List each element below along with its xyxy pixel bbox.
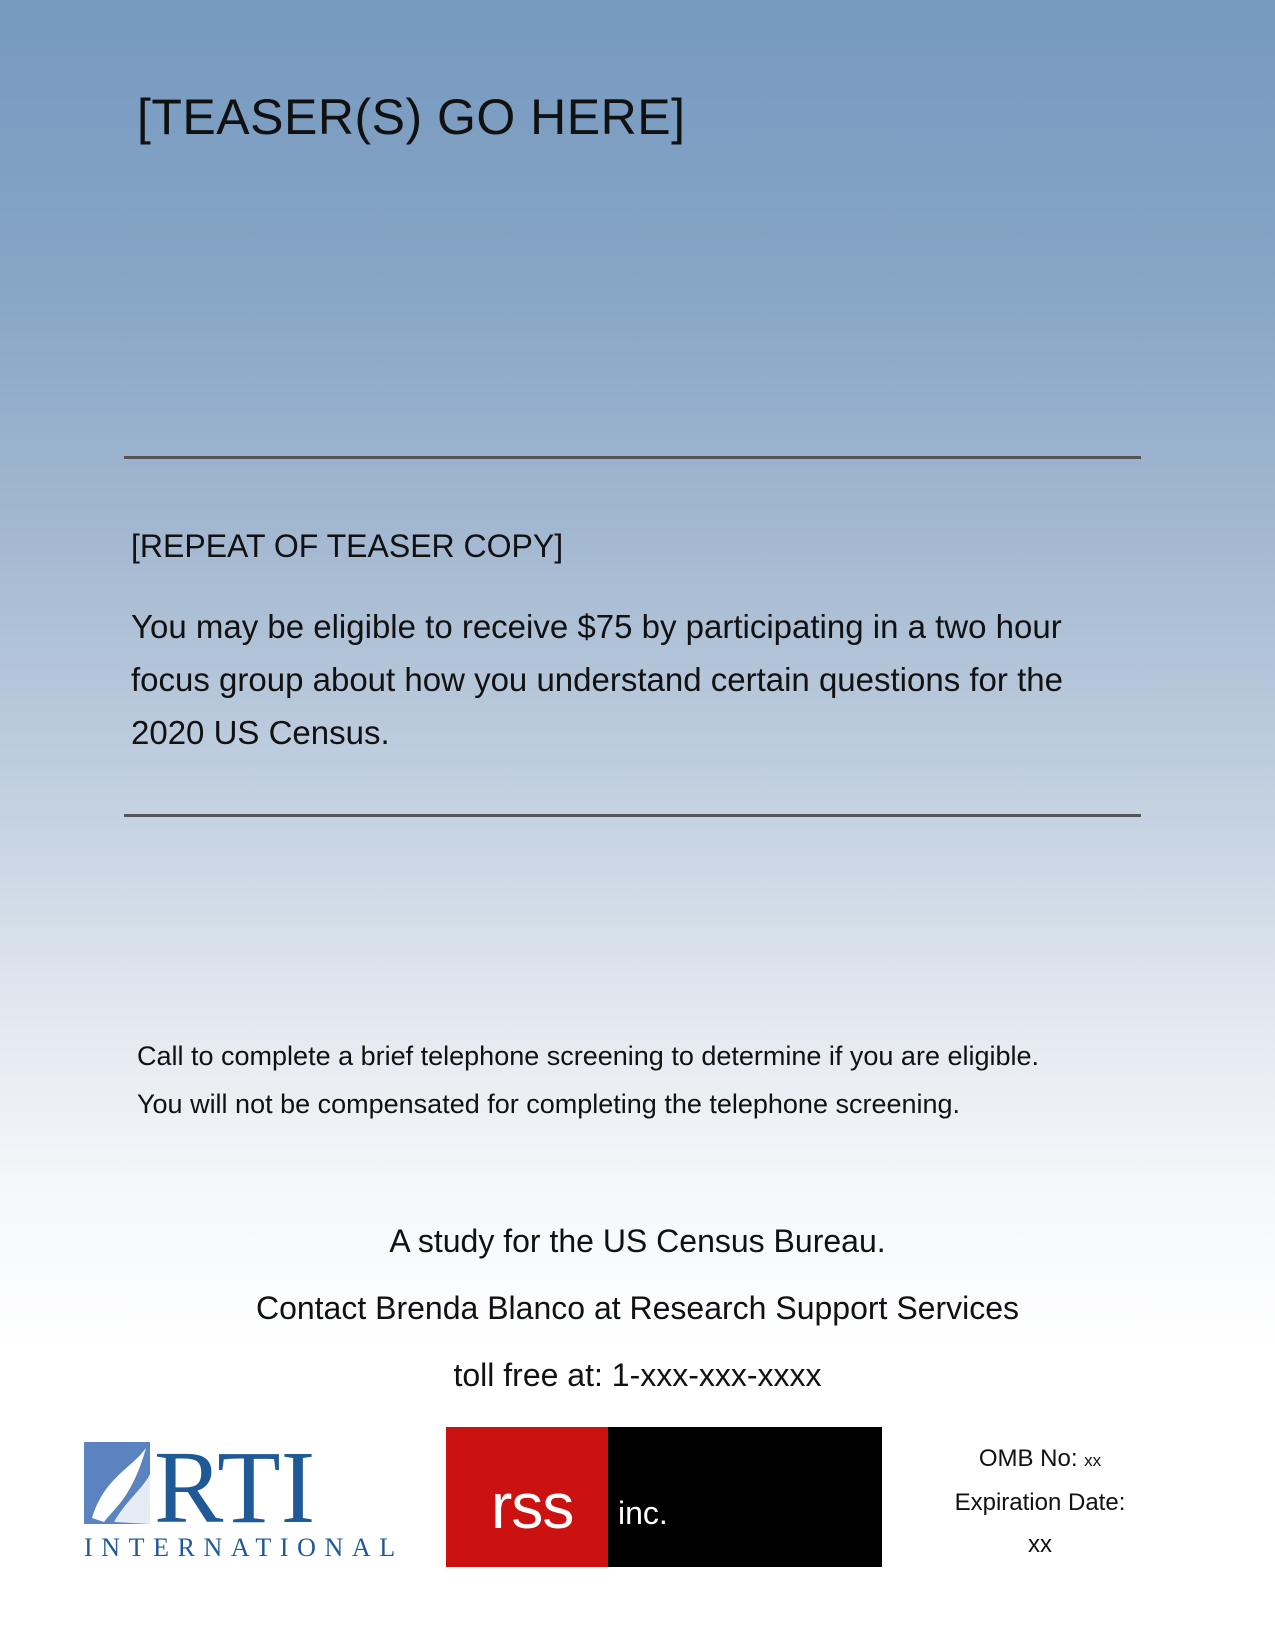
repeat-teaser-label: [REPEAT OF TEASER COPY]	[131, 528, 564, 564]
divider-top	[124, 456, 1141, 459]
rss-wordmark: rss	[491, 1470, 574, 1542]
omb-info	[930, 1438, 1150, 1566]
omb-value: xx	[1084, 1451, 1102, 1470]
toll-free-number: toll free at: 1-xxx-xxx-xxxx	[453, 1357, 822, 1393]
expiration-value: xx	[1028, 1531, 1052, 1558]
contact-line: Contact Brenda Blanco at Research Support Services	[255, 1290, 1020, 1326]
rti-subtitle: INTERNATIONAL	[84, 1533, 404, 1560]
call-instructions	[137, 1032, 1257, 1128]
divider-bottom	[124, 814, 1141, 817]
rss-inc-logo	[446, 1427, 882, 1567]
teaser-title: [TEASER(S) GO HERE]	[137, 89, 686, 145]
study-sponsor: A study for the US Census Bureau.	[389, 1223, 886, 1259]
eligibility-copy: You may be eligible to receive $75 by participating in a two hour focus group about how you understand certain questions for the 2020 US Census.	[131, 608, 1063, 751]
rss-inc-text: inc.	[618, 1495, 668, 1531]
rti-international-logo	[84, 1438, 406, 1560]
omb-label: OMB No:	[978, 1445, 1078, 1472]
call-line-2: You will not be compensated for completing the telephone screening.	[137, 1089, 961, 1119]
rti-wordmark: RTI	[154, 1438, 316, 1545]
call-line-1: Call to complete a brief telephone screening to determine if you are eligible.	[137, 1041, 1040, 1071]
expiration-label: Expiration Date:	[954, 1489, 1126, 1516]
